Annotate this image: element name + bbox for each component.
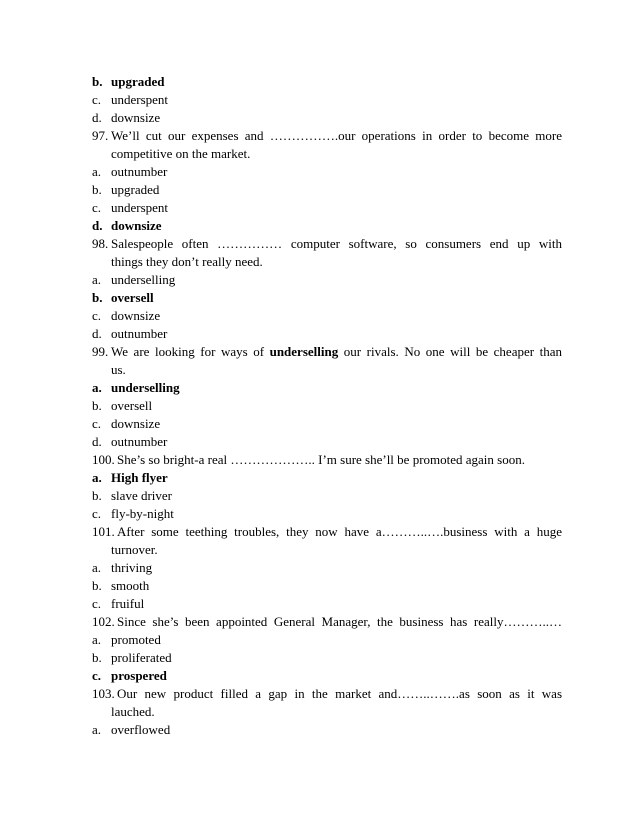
- option-label: b.: [92, 488, 102, 503]
- question-text: Since she’s been appointed General Manager, the business has really………..…: [117, 614, 562, 629]
- option-label: a.: [92, 560, 102, 575]
- question-number: 97.: [92, 128, 109, 143]
- question-number: 100.: [92, 452, 115, 467]
- question-continuation: [92, 703, 562, 721]
- option-d: [92, 109, 562, 127]
- question-continuation: [92, 541, 562, 559]
- option-b: [92, 181, 562, 199]
- option-text: smooth: [111, 578, 150, 593]
- option-text: thriving: [111, 560, 153, 575]
- option-c: [92, 667, 562, 685]
- option-text: oversell: [111, 290, 154, 305]
- option-label: c.: [92, 308, 102, 323]
- option-c: [92, 595, 562, 613]
- question-text-cont: things they don’t really need.: [111, 254, 263, 269]
- option-b: [92, 73, 562, 91]
- option-b: [92, 577, 562, 595]
- question-text: Our new product filled a gap in the market and……..…….as soon as it was: [117, 686, 562, 701]
- option-b: [92, 397, 562, 415]
- question-text: [111, 343, 562, 361]
- option-a: [92, 559, 562, 577]
- option-d: [92, 325, 562, 343]
- question-number: 103.: [92, 686, 115, 701]
- option-label: c.: [92, 668, 102, 683]
- option-c: [92, 199, 562, 217]
- option-label: b.: [92, 290, 103, 305]
- question-text: She’s so bright-a real ……………….. I’m sure she’ll be promoted again soon.: [117, 452, 525, 467]
- option-text: underselling: [111, 272, 176, 287]
- option-d: [92, 217, 562, 235]
- option-label: b.: [92, 578, 102, 593]
- option-text: High flyer: [111, 470, 168, 485]
- option-b: [92, 289, 562, 307]
- option-c: [92, 415, 562, 433]
- question-101: [92, 523, 562, 541]
- option-text: slave driver: [111, 488, 173, 503]
- option-label: b.: [92, 74, 103, 89]
- question-100: [92, 451, 562, 469]
- question-text-cont: lauched.: [111, 704, 155, 719]
- option-label: c.: [92, 596, 102, 611]
- option-text: outnumber: [111, 164, 168, 179]
- question-text-pre: We are looking for ways of: [111, 344, 270, 359]
- option-label: c.: [92, 200, 102, 215]
- question-text-cont: competitive on the market.: [111, 146, 251, 161]
- option-label: c.: [92, 92, 102, 107]
- option-text: prospered: [111, 668, 167, 683]
- option-label: c.: [92, 506, 102, 521]
- quiz-content: [92, 73, 562, 739]
- question-continuation: [92, 361, 562, 379]
- option-label: b.: [92, 398, 102, 413]
- option-a: [92, 163, 562, 181]
- option-label: b.: [92, 182, 102, 197]
- option-text: downsize: [111, 218, 162, 233]
- option-b: [92, 649, 562, 667]
- option-text: oversell: [111, 398, 153, 413]
- question-continuation: [92, 145, 562, 163]
- option-text: upgraded: [111, 74, 165, 89]
- option-text: promoted: [111, 632, 161, 647]
- option-a: [92, 379, 562, 397]
- option-a: [92, 271, 562, 289]
- option-label: d.: [92, 326, 102, 341]
- option-label: a.: [92, 380, 102, 395]
- option-label: c.: [92, 416, 102, 431]
- question-keyword: underselling: [269, 344, 339, 359]
- option-label: a.: [92, 470, 102, 485]
- option-label: d.: [92, 434, 102, 449]
- option-text: outnumber: [111, 434, 168, 449]
- question-text: Salespeople often …………… computer software, so consumers end up with: [111, 236, 562, 251]
- question-text: After some teething troubles, they now have a………..….business with a huge: [117, 524, 562, 539]
- option-label: d.: [92, 110, 102, 125]
- option-a: [92, 469, 562, 487]
- option-label: a.: [92, 272, 102, 287]
- option-text: outnumber: [111, 326, 168, 341]
- option-label: d.: [92, 218, 103, 233]
- option-a: [92, 631, 562, 649]
- question-99: [92, 343, 562, 361]
- option-text: downsize: [111, 110, 161, 125]
- option-text: fruiful: [111, 596, 145, 611]
- option-text: downsize: [111, 416, 161, 431]
- question-103: [92, 685, 562, 703]
- option-text: fly-by-night: [111, 506, 174, 521]
- question-text-cont: turnover.: [111, 542, 158, 557]
- question-text-post: our rivals. No one will be cheaper than: [338, 344, 563, 359]
- option-a: [92, 721, 562, 739]
- option-text: upgraded: [111, 182, 160, 197]
- option-d: [92, 433, 562, 451]
- option-c: [92, 505, 562, 523]
- option-label: a.: [92, 164, 102, 179]
- option-text: downsize: [111, 308, 161, 323]
- option-text: underselling: [111, 380, 180, 395]
- question-number: 102.: [92, 614, 115, 629]
- question-continuation: [92, 253, 562, 271]
- option-text: underspent: [111, 92, 169, 107]
- option-label: a.: [92, 632, 102, 647]
- question-text-cont: us.: [111, 362, 126, 377]
- question-98: [92, 235, 562, 253]
- question-97: [92, 127, 562, 145]
- option-c: [92, 91, 562, 109]
- option-label: b.: [92, 650, 102, 665]
- option-text: proliferated: [111, 650, 172, 665]
- option-c: [92, 307, 562, 325]
- question-102: [92, 613, 562, 631]
- question-number: 99.: [92, 344, 109, 359]
- option-text: underspent: [111, 200, 169, 215]
- option-label: a.: [92, 722, 102, 737]
- question-number: 101.: [92, 524, 115, 539]
- question-text: We’ll cut our expenses and …………….our operations in order to become more: [111, 128, 562, 143]
- question-number: 98.: [92, 236, 109, 251]
- option-text: overflowed: [111, 722, 171, 737]
- option-b: [92, 487, 562, 505]
